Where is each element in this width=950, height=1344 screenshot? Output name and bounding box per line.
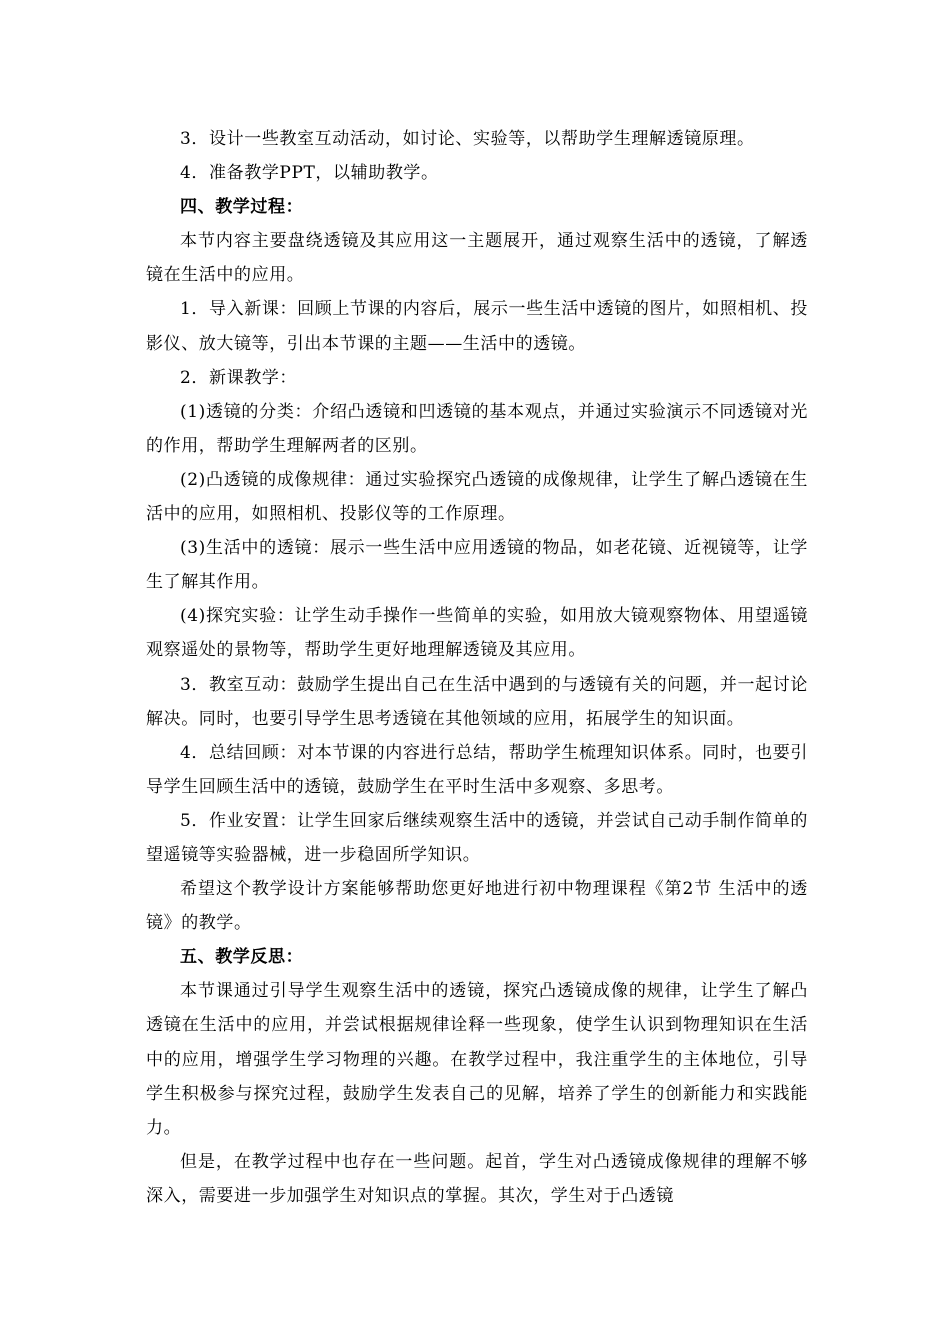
process-step-2: 2．新课教学： — [180, 367, 298, 388]
reflection-paragraph-2: 但是，在教学过程中也存在一些问题。起首，学生对凸透镜成像规律的理解不够深入，需要进一步加强学生对知识点的掌握。其次，学生对于凸透镜 — [146, 1151, 808, 1206]
process-step-3: 3．教室互动：鼓励学生提出自己在生活中遇到的与透镜有关的问题，并一起讨论解决。同时，也要引导学生思考透镜在其他领域的应用，拓展学生的知识面。 — [146, 674, 808, 729]
process-intro: 本节内容主要盘绕透镜及其应用这一主题展开，通过观察生活中的透镜，了解透镜在生活中的应用。 — [146, 231, 808, 286]
closing-note: 希望这个教学设计方案能够帮助您更好地进行初中物理课程《第2节 生活中的透镜》的教学。 — [146, 879, 808, 934]
reflection-paragraph-1: 本节课通过引导学生观察生活中的透镜，探究凸透镜成像的规律，让学生了解凸透镜在生活中的应用，并尝试根据规律诠释一些现象，使学生认识到物理知识在生活中的应用，增强学生学习物理的兴趣。在教学过程中，我注重学生的主体地位，引导学生积极参与探究过程，鼓励学生发表自己的见解，培养了学生的创新能力和实践能力。 — [146, 981, 808, 1138]
process-step-2-1: (1)透镜的分类：介绍凸透镜和凹透镜的基本观点，并通过实验演示不同透镜对光的作用，帮助学生理解两者的区别。 — [146, 401, 808, 456]
process-step-2-4: (4)探究实验：让学生动手操作一些简单的实验，如用放大镜观察物体、用望遥镜观察遥处的景物等，帮助学生更好地理解透镜及其应用。 — [146, 606, 808, 661]
process-step-2-2: (2)凸透镜的成像规律：通过实验探究凸透镜的成像规律，让学生了解凸透镜在生活中的应用，如照相机、投影仪等的工作原理。 — [146, 469, 808, 525]
process-step-2-3: (3)生活中的透镜：展示一些生活中应用透镜的物品，如老花镜、近视镜等，让学生了解其作用。 — [146, 538, 808, 593]
process-step-4: 4．总结回顾：对本节课的内容进行总结，帮助学生梳理知识体系。同时，也要引导学生回顾生活中的透镜，鼓励学生在平时生活中多观察、多思考。 — [146, 742, 808, 797]
prep-item-4: 4．准备教学PPT，以辅助教学。 — [180, 163, 439, 184]
process-step-5: 5．作业安置：让学生回家后继续观察生活中的透镜，并尝试自己动手制作简单的望遥镜等实验器械，进一步稳固所学知识。 — [146, 810, 808, 865]
section-5-heading: 五、教学反思： — [180, 947, 304, 968]
process-step-1: 1．导入新课：回顾上节课的内容后，展示一些生活中透镜的图片，如照相机、投影仪、放大镜等，引出本节课的主题——生活中的透镜。 — [146, 299, 808, 354]
prep-item-3: 3．设计一些教室互动活动，如讨论、实验等，以帮助学生理解透镜原理。 — [180, 129, 755, 149]
section-4-heading: 四、教学过程： — [180, 197, 304, 218]
document-body — [146, 122, 808, 1213]
